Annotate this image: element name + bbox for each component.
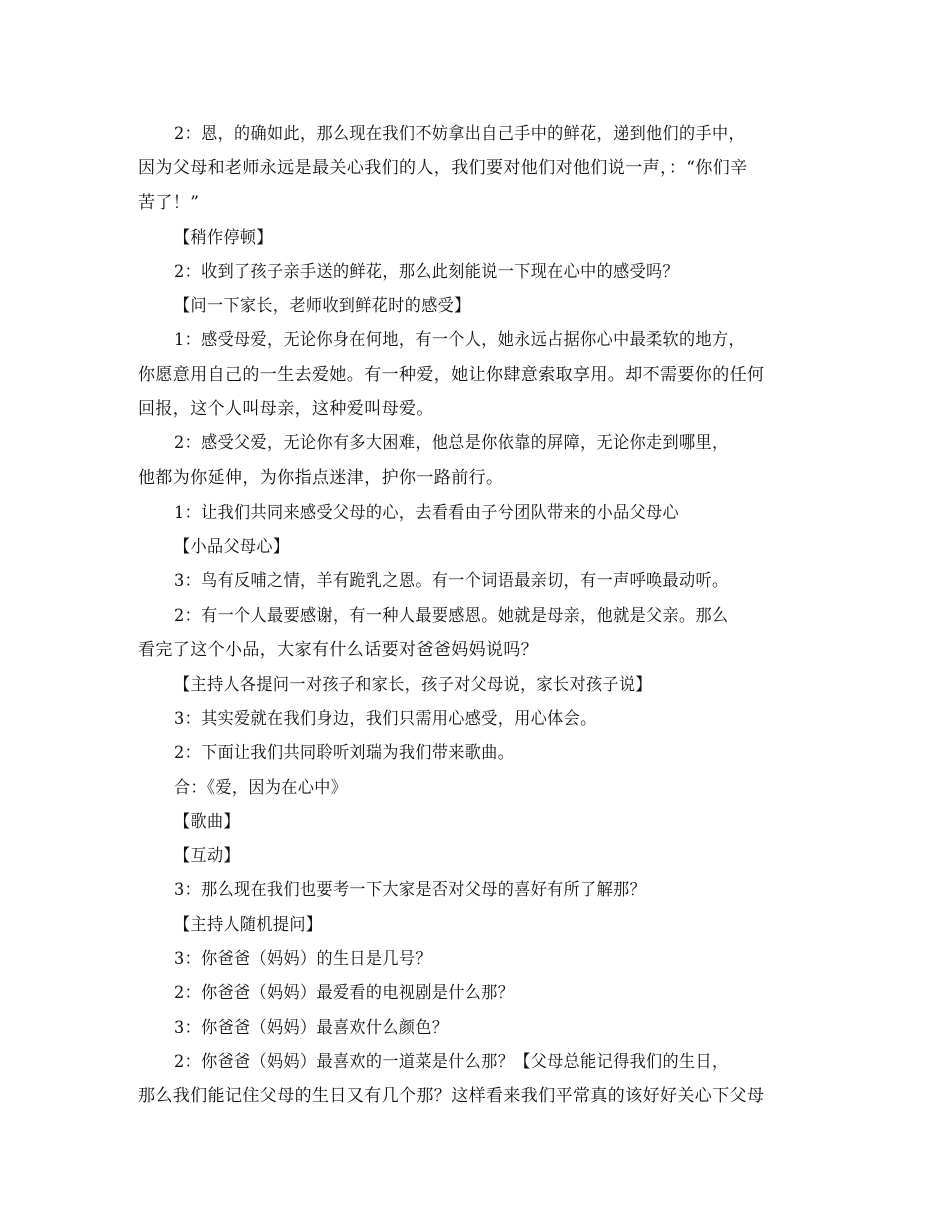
text-line: 3：你爸爸（妈妈）的生日是几号？ [174,949,432,969]
text-line: 【歌曲】 [174,812,240,832]
text-line: 合：《爱，因为在心中》 [174,778,348,798]
text-line: 1：让我们共同来感受父母的心，去看看由子兮团队带来的小品父母心 [174,503,680,523]
text-line: 1：感受母爱，无论你身在何地，有一个人，她永远占据你心中最柔软的地方， [174,330,745,350]
text-line: 看完了这个小品，大家有什么话要对爸爸妈妈说吗？ [138,640,539,660]
text-line: 【互动】 [174,846,240,866]
text-line: 苦了！” [138,193,200,213]
text-line: 2：有一个人最要感谢，有一种人最要感恩。她就是母亲，他就是父亲。那么 [174,606,729,626]
text-line: 3：鸟有反哺之情，羊有跪乳之恩。有一个词语最亲切，有一声呼唤最动听。 [174,571,729,591]
text-line: 那么我们能记住父母的生日又有几个那？这样看来我们平常真的该好好关心下父母 [138,1086,765,1106]
text-line: 3：你爸爸（妈妈）最喜欢什么颜色？ [174,1018,449,1038]
text-line: 因为父母和老师永远是最关心我们的人，我们要对他们对他们说一声，：“你们辛 [138,158,748,178]
text-line: 2：恩，的确如此，那么现在我们不妨拿出自己手中的鲜花，递到他们的手中， [174,124,745,144]
text-line: 你愿意用自己的一生去爱她。有一种爱，她让你肆意索取享用。却不需要你的任何 [138,365,765,385]
text-line: 他都为你延伸，为你指点迷津，护你一路前行。 [138,468,504,488]
text-line: 2：感受父爱，无论你有多大困难，他总是你依靠的屏障，无论你走到哪里， [174,433,729,453]
text-line: 2：收到了孩子亲手送的鲜花，那么此刻能说一下现在心中的感受吗？ [174,262,680,282]
text-line: 【主持人随机提问】 [174,915,323,935]
text-line: 2：你爸爸（妈妈）最喜欢的一道菜是什么那？【父母总能记得我们的生日， [174,1052,729,1072]
text-line: 2：下面让我们共同聆听刘瑞为我们带来歌曲。 [174,743,515,763]
text-line: 【稍作停顿】 [174,228,273,248]
text-line: 2：你爸爸（妈妈）最爱看的电视剧是什么那？ [174,983,515,1003]
text-line: 【主持人各提问一对孩子和家长，孩子对父母说，家长对孩子说】 [174,675,652,695]
text-line: 回报，这个人叫母亲，这种爱叫母爱。 [138,399,434,419]
text-line: 3：其实爱就在我们身边，我们只需用心感受，用心体会。 [174,709,597,729]
text-line: 【小品父母心】 [174,537,290,557]
text-line: 【问一下家长，老师收到鲜花时的感受】 [174,296,471,316]
text-line: 3：那么现在我们也要考一下大家是否对父母的喜好有所了解那？ [174,880,647,900]
